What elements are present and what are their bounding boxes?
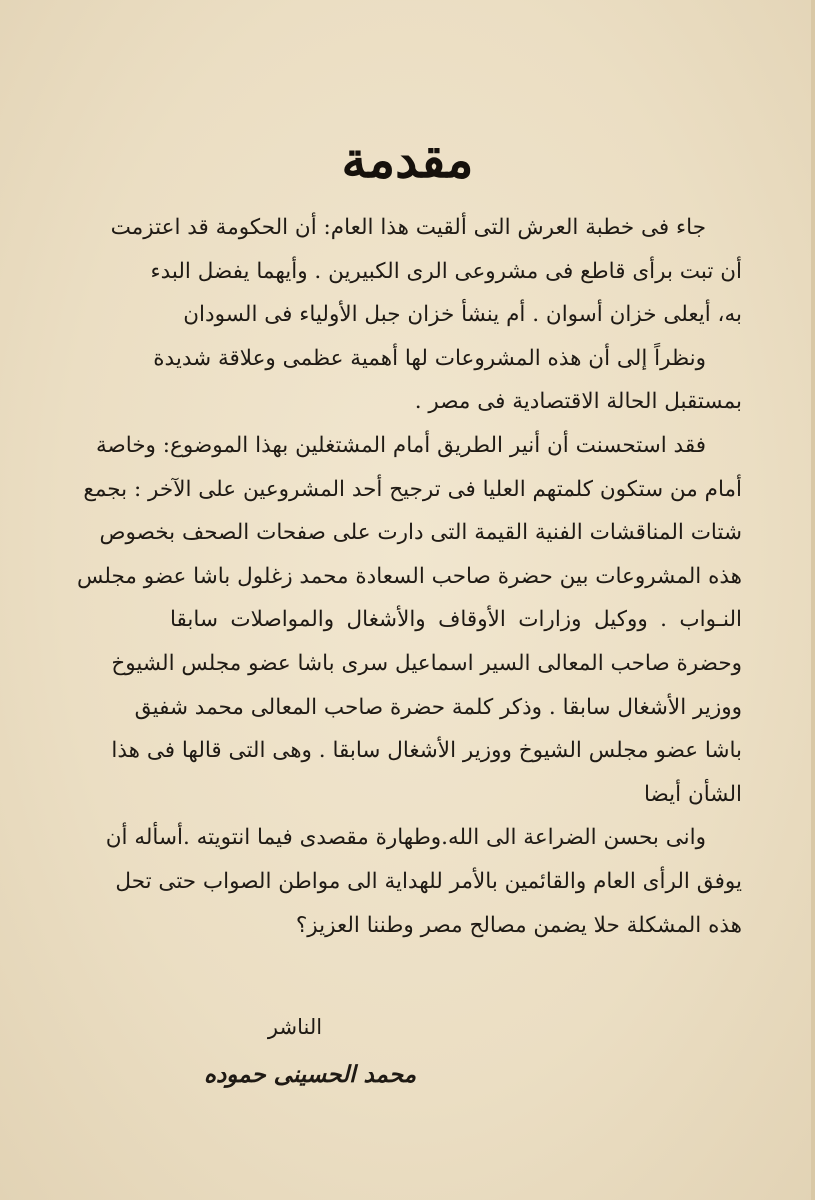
publisher-signature: محمد الحسينى حموده — [203, 1061, 417, 1088]
text-line: هذه المشكلة حلا يضمن مصالح مصر وطننا العزيز؟ — [295, 912, 742, 938]
text-line: ونظراً إلى أن هذه المشروعات لها أهمية عظمى وعلاقة شديدة — [153, 345, 706, 371]
text-line: يوفق الرأى العام والقائمين بالأمر للهداية الى مواطن الصواب حتى تحل — [115, 868, 742, 894]
text-line: ووزير الأشغال سابقا . وذكر كلمة حضرة صاحب المعالى محمد شفيق — [134, 694, 742, 720]
text-line: هذه المشروعات بين حضرة صاحب السعادة محمد زغلول باشا عضو مجلس — [77, 563, 742, 589]
page-title: مقدمة — [341, 130, 474, 189]
text-line: باشا عضو مجلس الشيوخ ووزير الأشغال سابقا . وهى التى قالها فى هذا — [111, 738, 742, 764]
document-body — [77, 206, 742, 947]
text-line: أن تبت برأى قاطع فى مشروعى الرى الكبيرين . وأيهما يفضل البدء — [150, 258, 742, 284]
text-line: وانى بحسن الضراعة الى الله.وطهارة مقصدى فيما انتويته .أسأله أن — [105, 825, 706, 851]
paragraph-3 — [77, 424, 742, 816]
text-line: جاء فى خطبة العرش التى ألقيت هذا العام: أن الحكومة قد اعتزمت — [110, 215, 706, 240]
paragraph-4 — [105, 816, 742, 947]
text-line: الشأن أيضا — [643, 781, 742, 807]
text-line: بمستقبل الحالة الاقتصادية فى مصر . — [414, 389, 742, 415]
paragraph-2 — [153, 337, 742, 424]
text-line: النـواب . ووكيل وزارات الأوقاف والأشغال والمواصلات سابقا — [170, 607, 742, 633]
text-line: وحضرة صاحب المعالى السير اسماعيل سرى باشا عضو مجلس الشيوخ — [111, 650, 742, 676]
text-line: به، أيعلى خزان أسوان . أم ينشأ خزان جبل الأولياء فى السودان — [183, 302, 742, 328]
text-line: أمام من ستكون كلمتهم العليا فى ترجيح أحد المشروعين على الآخر : بجمع — [83, 476, 742, 502]
publisher-label: الناشر — [267, 1015, 323, 1039]
text-line: فقد استحسنت أن أنير الطريق أمام المشتغلين بهذا الموضوع: وخاصة — [95, 432, 706, 458]
text-line: شتات المناقشات الفنية القيمة التى دارت على صفحات الصحف بخصوص — [99, 520, 742, 546]
paragraph-1 — [110, 206, 742, 337]
